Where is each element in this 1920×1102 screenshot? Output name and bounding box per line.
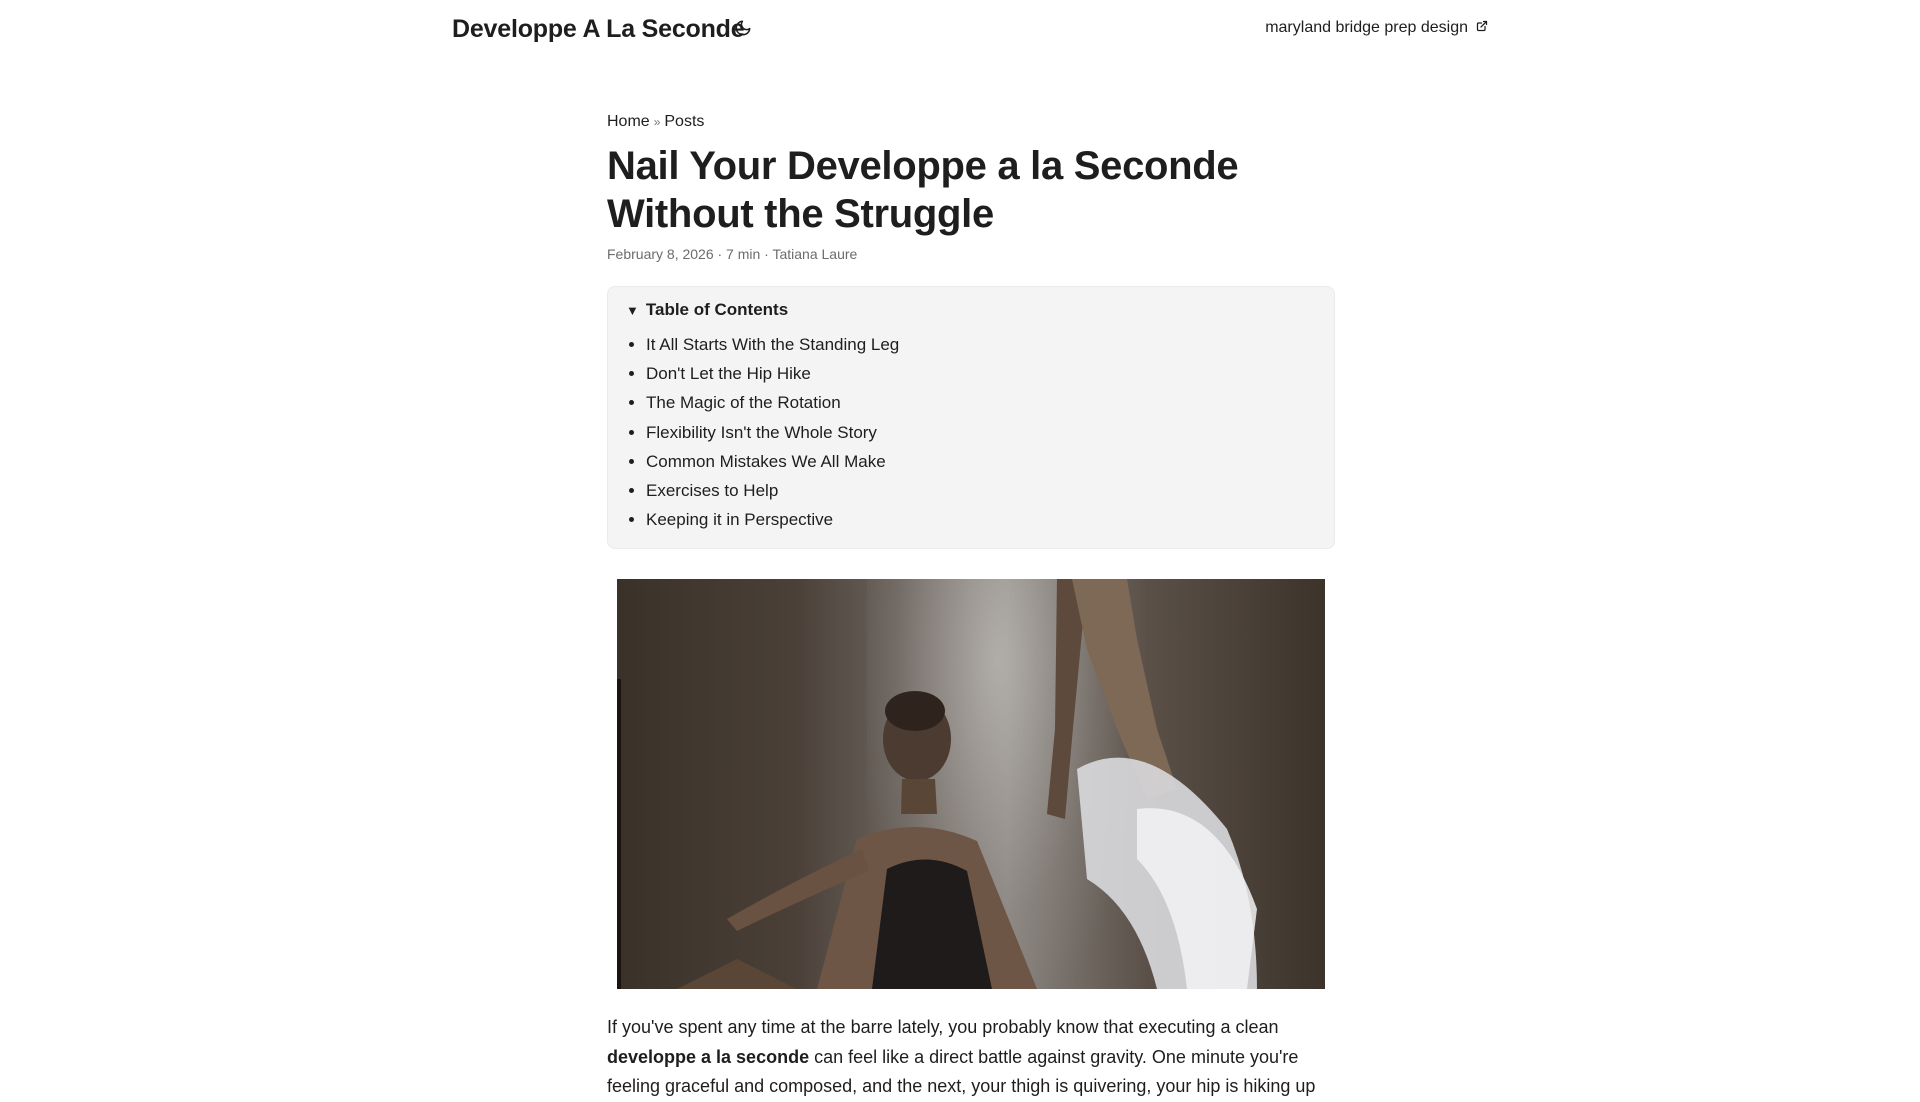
toc-link[interactable]: Flexibility Isn't the Whole Story (646, 422, 877, 442)
external-link-icon (1476, 19, 1488, 37)
triangle-down-icon: ▼ (626, 302, 639, 318)
article-body (607, 1013, 1335, 1102)
toc-link[interactable]: Common Mistakes We All Make (646, 451, 886, 471)
site-logo[interactable]: Developpe A La Seconde (452, 15, 745, 43)
table-of-contents (607, 286, 1335, 549)
post-meta: February 8, 2026 · 7 min · Tatiana Laure (607, 246, 858, 262)
ballet-dancer-photo (617, 579, 1325, 989)
cover-image (607, 579, 1335, 989)
toc-link[interactable]: Exercises to Help (646, 481, 779, 501)
breadcrumb-separator: » (653, 115, 661, 129)
toc-label: Table of Contents (645, 300, 789, 319)
article-bold-term: developpe a la seconde (607, 1046, 810, 1067)
toc-item (646, 330, 1316, 359)
article-paragraph (607, 1013, 1335, 1102)
toc-toggle[interactable] (626, 297, 1316, 323)
moon-icon[interactable] (734, 19, 754, 39)
article-text: can feel like a direct battle against gravity. One minute you're feeling graceful and composed, and the next, your thigh is quivering, your hip is hiking up (607, 1046, 1316, 1097)
toc-link[interactable]: It All Starts With the Standing Leg (646, 335, 900, 354)
toc-link[interactable]: Don't Let the Hip Hike (646, 364, 811, 384)
breadcrumb (607, 110, 1335, 134)
toc-item (646, 447, 1316, 476)
article-text: If you've spent any time at the barre lately, you probably know that executing a clean (607, 1017, 1279, 1038)
toc-item (646, 388, 1316, 417)
breadcrumb-home[interactable]: Home (607, 113, 650, 130)
toc-item (646, 476, 1316, 505)
toc-list (626, 330, 1316, 534)
main-content (607, 110, 1335, 1102)
toc-item (646, 505, 1316, 534)
toc-item (646, 418, 1316, 447)
toc-item (646, 359, 1316, 388)
breadcrumb-posts[interactable]: Posts (664, 113, 705, 130)
toc-link[interactable]: Keeping it in Perspective (646, 510, 834, 530)
site-header (0, 0, 1920, 60)
external-nav-label: maryland bridge prep design (1265, 19, 1468, 36)
external-nav-link[interactable] (1265, 19, 1488, 37)
page-title: Nail Your Developpe a la Seconde Without the Struggle (607, 144, 1239, 236)
toc-link[interactable]: The Magic of the Rotation (646, 393, 841, 413)
